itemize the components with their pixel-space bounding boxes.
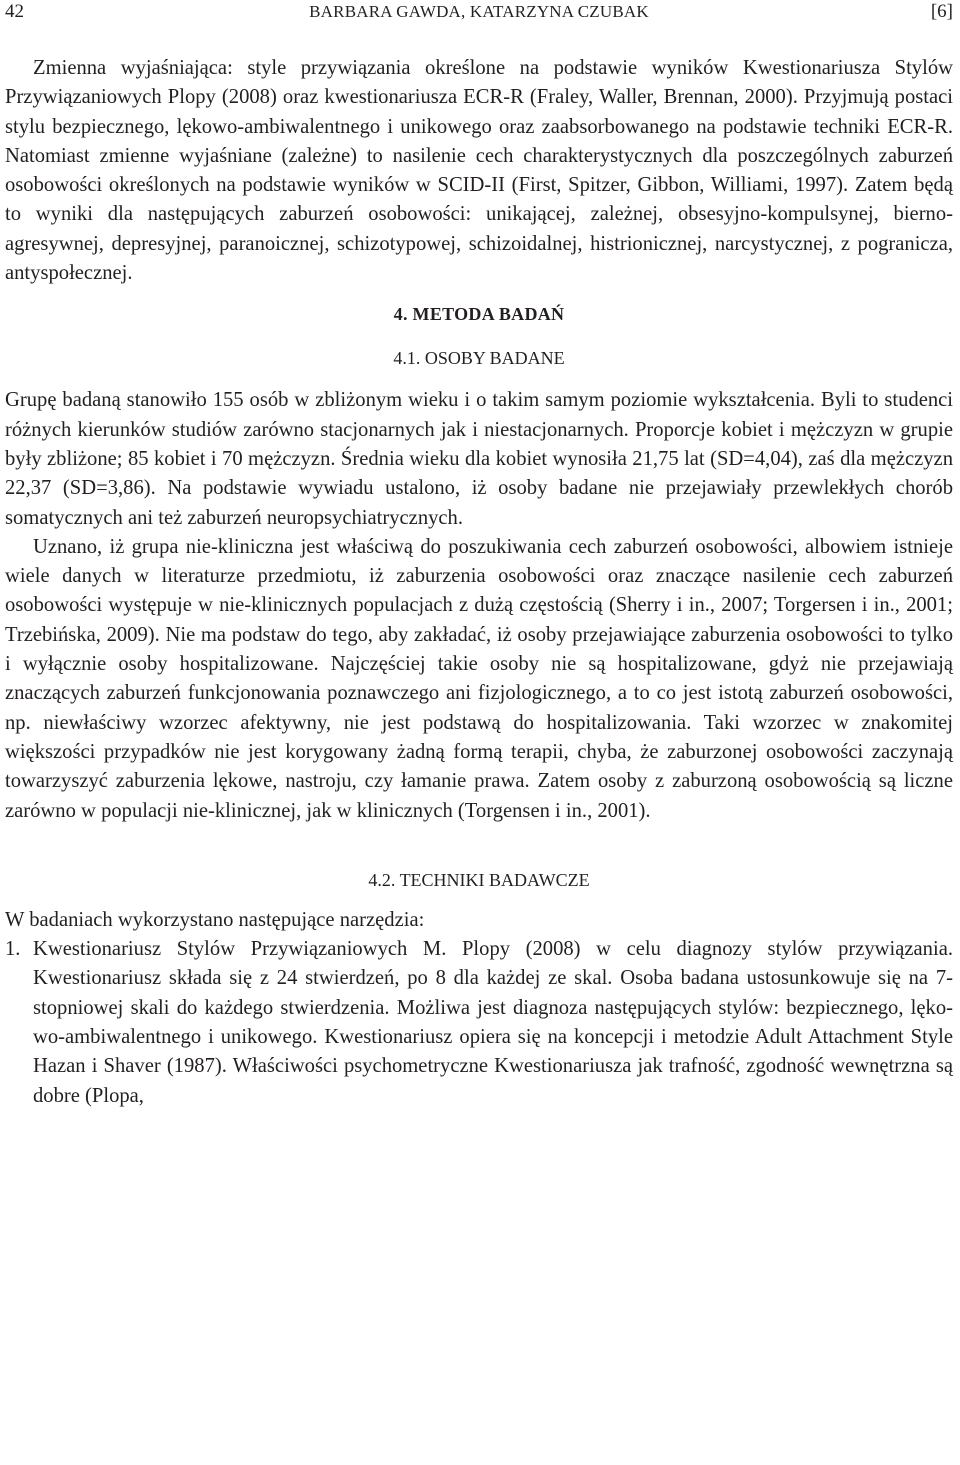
paragraph-tools-intro: W badaniach wykorzystano następujące narzędzia:	[5, 908, 425, 931]
document-page	[5, 0, 953, 1111]
paragraph-variables: Zmienna wyjaśniająca: style przywiązania określone na podstawie wyników Kwestionariusza Stylów Przywiązaniowych Plopy (2008) oraz kwestionariusza ECR-R (Fraley, Waller, Brennan, 2000). Przyjmują postaci stylu bezpiecznego, lękowo-ambiwalentnego i unikowego oraz zaabsorbowanego na podstawie techniki ECR-R. Natomiast zmienne wyjaśniane (zależne) to nasilenie cech charakterystycznych dla poszczególnych zaburzeń osobowości określonych na podstawie wyników w SCID-II (First, Spitzer, Gibbon, Williami, 1997). Zatem będą to wyniki dla następujących zaburzeń osobowości: unikającej, zależnej, obsesyjno-kompulsynej, bierno-agresywnej, depresyjnej, paranoicznej, schizotypowej, schizoidalnej, histrionicznej, narcystycznej, z pogranicza, antyspołecznej.	[5, 57, 953, 285]
subsection-heading-subjects: 4.1. OSOBY BADANE	[393, 348, 565, 369]
tools-list	[5, 935, 953, 1111]
tools-list-item	[5, 935, 953, 1111]
running-header	[5, 0, 953, 34]
list-item-text: Kwestionariusz Stylów Przywiązaniowych M. Plopy (2008) w celu diagnozy stylów przywiązania. Kwestionariusz składa się z 24 stwierdzeń, po 8 dla każdej ze skal. Osoba badana ustosunkowuje się na 7-stopniowej skali do każdego stwierdzenia. Możliwa jest diagnoza następujących stylów: bezpiecznego, lękowo-ambiwalentnego i unikowego. Kwestionariusz opiera się na koncepcji i metodzie Adult Attachment Style Hazan i Shaver (1987). Właściwości psychometryczne Kwestionariusza jak trafność, zgodność wewnętrzna są dobre (Plopa,	[33, 938, 953, 1107]
list-item-number: 1.	[5, 938, 21, 961]
section-heading-method: 4. METODA BADAŃ	[393, 304, 565, 325]
subsection-heading-techniques: 4.2. TECHNIKI BADAWCZE	[368, 869, 590, 890]
page-number: 42	[5, 1, 24, 22]
header-authors: BARBARA GAWDA, KATARZYNA CZUBAK	[309, 2, 649, 21]
paragraph-study-group: Grupę badaną stanowiło 155 osób w zbliżonym wieku i o takim samym poziomie wykształcenia. Byli to studenci różnych kierunków studiów zarówno stacjonarnych jak i niestacjonarnych. Proporcje kobiet i mężczyzn w grupie były zbliżone; 85 kobiet i 70 mężczyzn. Średnia wieku dla kobiet wynosiła 21,75 lat (SD=4,04), zaś dla mężczyzn 22,37 (SD=3,86). Na podstawie wywiadu ustalono, iż osoby badane nie przejawiały przewlekłych chorób somatycznych ani też zaburzeń neuropsychiatrycznych.	[5, 389, 953, 529]
chapter-marker: [6]	[930, 1, 953, 22]
paragraph-nonclinical-group: Uznano, iż grupa nie-kliniczna jest właściwą do poszukiwania cech zaburzeń osobowości, albowiem istnieje wiele danych w literaturze przedmiotu, iż zaburzenia osobowości oraz znaczące nasilenie cech zaburzeń osobowości występuje w nie-klinicznych populacjach z dużą częstością (Sherry i in., 2007; Torgersen i in., 2001; Trzebińska, 2009). Nie ma podstaw do tego, aby zakładać, iż osoby przejawiające zaburzenia osobowości to tylko i wyłącznie osoby hospitalizowane. Najczęściej takie osoby nie są hospitalizowane, gdyż nie przejawiają znaczących zaburzeń funkcjonowania poznawczego ani fizjologicznego, a to co jest istotą zaburzeń osobowości, np. niewłaściwy wzorzec afektywny, nie jest podstawą do hospitalizowania. Taki wzorzec w znakomitej większości przypadków nie jest korygowany żadną formą terapii, chyba, że zaburzonej osobowości zaczynają towarzyszyć zaburzenia lękowe, nastroju, czy łamanie prawa. Zatem osoby z zaburzoną osobowością są liczne zarówno w populacji nie-klinicznej, jak w klinicznych (Torgensen i in., 2001).	[5, 535, 953, 822]
